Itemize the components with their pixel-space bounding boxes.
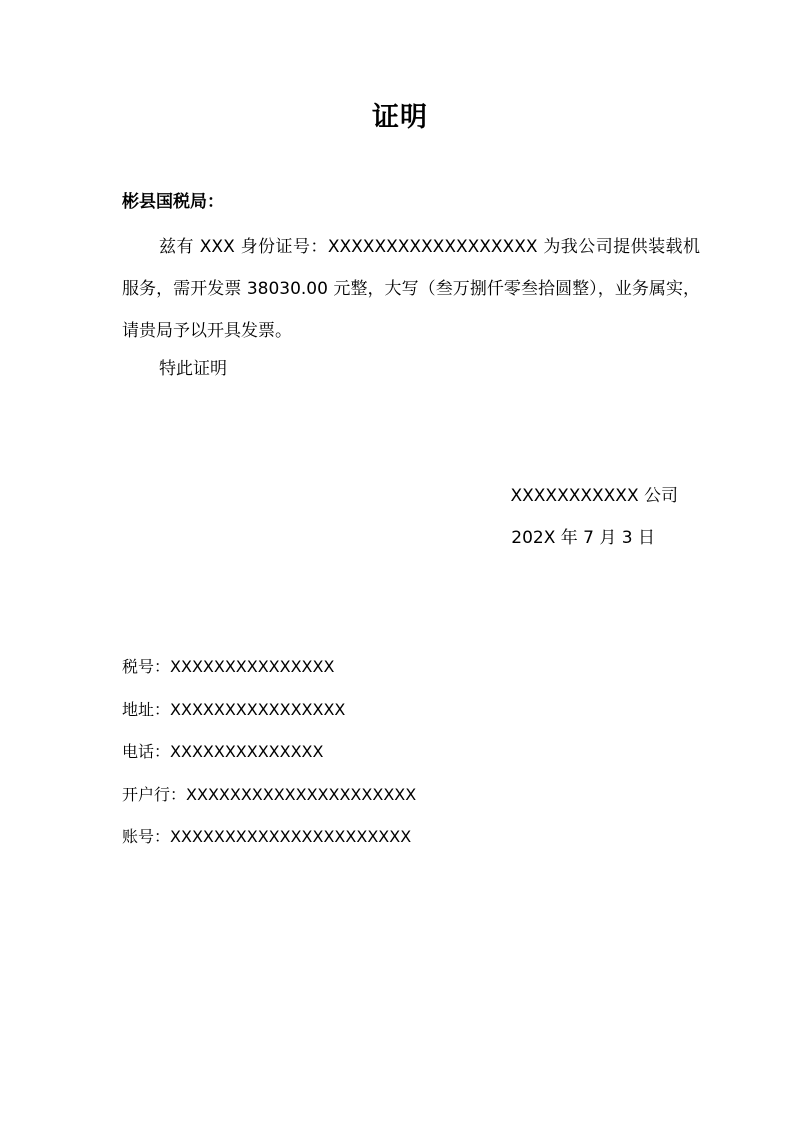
info-value: XXXXXXXXXXXXXXXXXXXXXX xyxy=(170,827,412,846)
info-label: 账号： xyxy=(122,827,171,846)
document-date: 202X 年 7 月 3 日 xyxy=(511,528,655,548)
info-value: XXXXXXXXXXXXXXXX xyxy=(170,699,346,719)
info-value: XXXXXXXXXXXXXXXXXXXXX xyxy=(186,784,417,804)
info-row-bank xyxy=(122,774,416,817)
document-title: 证明 xyxy=(372,102,428,133)
info-label: 地址： xyxy=(122,699,171,719)
info-label: 税号： xyxy=(122,657,171,676)
info-label: 电话： xyxy=(122,742,171,761)
info-value: XXXXXXXXXXXXXXX xyxy=(170,657,335,676)
salutation: 彬县国税局： xyxy=(122,192,224,212)
info-row-tax-number xyxy=(122,646,416,689)
info-row-phone xyxy=(122,731,416,774)
closing-statement: 特此证明 xyxy=(159,359,227,379)
info-value: XXXXXXXXXXXXXX xyxy=(170,742,324,761)
info-label: 开户行： xyxy=(122,784,187,804)
body-paragraph: 兹有 XXX 身份证号：XXXXXXXXXXXXXXXXXX 为我公司提供装载机服务，需开发票 38030.00 元整，大写（叁万捌仟零叁拾圆整），业务属实，请贵局予以开具发票。 xyxy=(122,237,700,341)
company-info-list xyxy=(122,646,416,859)
info-row-address xyxy=(122,689,416,732)
company-signature: XXXXXXXXXXX 公司 xyxy=(510,486,678,506)
info-row-account-number xyxy=(122,816,416,859)
